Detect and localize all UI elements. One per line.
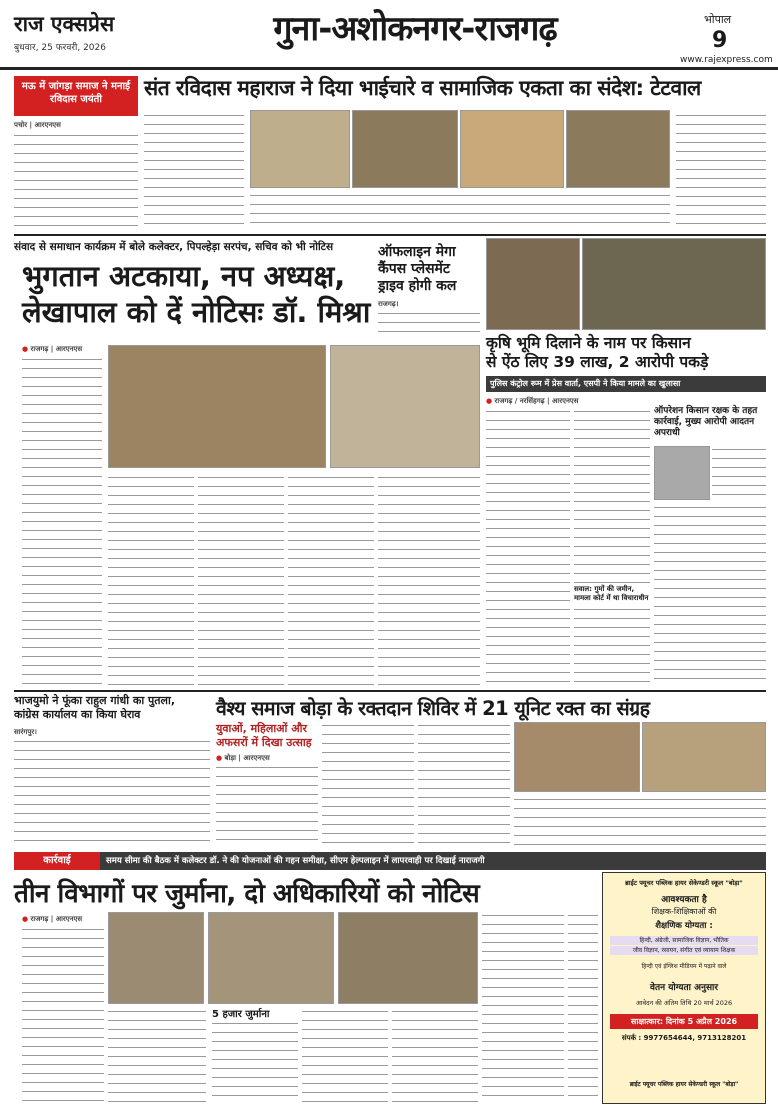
s6-text-col4 (302, 1008, 388, 1102)
s1-photo-4 (566, 110, 670, 188)
edition-city: भोपाल (704, 13, 732, 26)
s5-photo-1 (514, 722, 640, 792)
s4-text-col2 (574, 408, 650, 583)
s6-text-col3 (212, 1020, 298, 1102)
s6-subhead: 5 हजार जुर्माना (212, 1009, 270, 1020)
s6-tag: कार्रवाई (14, 852, 100, 870)
s2-text-col1 (22, 356, 102, 686)
page-number: 9 (712, 28, 728, 53)
ad-footer: ब्राईट फ्यूचर पब्लिक हायर सेकेण्डरी स्कूल "बोड़ा" (629, 1081, 739, 1088)
s2-text-col2 (108, 474, 194, 686)
s2-headline-line2: लेखापाल को दें नोटिसः डॉ. मिश्रा (22, 295, 371, 329)
s5-photo-2 (642, 722, 766, 792)
s6-photo-1 (108, 912, 204, 1004)
s2-byline: ● राजगढ़ | आरएनएस (22, 345, 82, 354)
ad-medium: हिन्दी एवं इंग्लिश मीडियम में पढ़ाने वाले (641, 963, 727, 970)
s1-text-col1 (14, 132, 138, 230)
s5-byline-2: ● बोड़ा | आरएनएस (216, 754, 270, 763)
s6-byline: ● राजगढ़ | आरएनएस (22, 915, 82, 924)
s4-strap: पुलिस कंट्रोल रूम में प्रेस वार्ता, एसपी ने किया मामले का खुलासा (486, 376, 766, 392)
divider (14, 234, 766, 236)
newspaper-brand: राज एक्सप्रेस (14, 11, 115, 36)
s6-photo-3 (338, 912, 478, 1004)
ad-qualification: शैक्षणिक योग्यता : (655, 921, 713, 931)
s5-text-col1 (216, 764, 318, 846)
s4-headline-1: कृषि भूमि दिलाने के नाम पर किसान (486, 334, 691, 352)
s1-photo-1 (250, 110, 350, 188)
s4-photo-2 (654, 446, 710, 500)
s4-side-text1 (712, 446, 766, 500)
ad-subjects-2: जीव विज्ञान, रसायन, संगीत एवं व्यायाम शिक्षक (610, 946, 758, 955)
website: www.rajexpress.com (680, 55, 773, 65)
s1-headline: संत रविदास महाराज ने दिया भाईचारे व सामाजिक एकता का संदेश: टेटवाल (144, 76, 701, 100)
ad-teachers: शिक्षक-शिक्षिकाओं की (651, 907, 717, 916)
s6-text-col5 (392, 1008, 478, 1102)
s5-text-col3 (418, 722, 510, 846)
s5-subhead-1: युवाओं, महिलाओं और (216, 722, 307, 735)
issue-date: बुधवार, 25 फरवरी, 2026 (14, 43, 106, 53)
s6-headline: तीन विभागों पर जुर्माना, दो अधिकारियों को नोटिस (14, 879, 480, 909)
s5-captions (514, 796, 766, 846)
s6-text-col1 (22, 926, 104, 1102)
ad-requirement: आवश्यकता है (661, 895, 707, 905)
s5-text-col2 (322, 722, 414, 846)
s4-headline-2: से ऐंठ लिए 39 लाख, 2 आरोपी पकड़े (486, 353, 709, 371)
s4-photo-police (582, 238, 766, 330)
s5-byline: सारंगपुर। (14, 728, 37, 736)
s5-kicker-2: कांग्रेस कार्यालय का किया घेराव (14, 708, 141, 721)
s2-text-col5 (378, 474, 480, 686)
s5-text-left (14, 738, 210, 846)
s1-text-col2 (144, 112, 244, 230)
ad-salary: वेतन योग्यता अनुसार (649, 983, 719, 993)
s5-kicker-1: भाजयुमो ने फूंका राहुल गांधी का पुतला, (14, 694, 176, 707)
page-title: गुना-अशोकनगर-राजगढ़ (273, 9, 557, 49)
s6-text-col6 (482, 912, 564, 1102)
s3-headline-1: ऑफलाइन मेगा (378, 244, 456, 260)
s1-text-col3 (676, 112, 766, 230)
s1-photo-2 (352, 110, 458, 188)
ad-last-date: आवेदन की अंतिम तिथि 20 मार्च 2026 (635, 999, 733, 1007)
s2-text-col3 (198, 474, 284, 686)
ad-contact: संपर्क : 9977654644, 9713128201 (621, 1034, 747, 1042)
s5-headline: वैश्य समाज बोड़ा के रक्तदान शिविर में 21 यूनिट रक्त का संग्रह (216, 697, 650, 720)
s1-byline: पचोर | आरएनएस (14, 121, 61, 129)
s4-subhead: सवाल: गुमों की जमीन, मामला कोर्ट में था विचाराधीन (574, 585, 649, 602)
s1-photo-3 (460, 110, 564, 188)
s2-kicker: संवाद से समाधान कार्यक्रम में बोले कलेक्टर, पिपल्हेड़ा सरपंच, सचिव को भी नोटिस (14, 241, 334, 253)
s6-photo-2 (208, 912, 334, 1004)
s4-side-headline: ऑपरेशन किसान रक्षक के तहत कार्रवाई, मुख्य आरोपी आदतन अपराधी (654, 406, 758, 438)
ad-subjects-1: हिन्दी, अंग्रेजी, सामाजिक विज्ञान, भौतिक (610, 936, 758, 945)
s4-byline: ● राजगढ़ / नरसिंहगढ़ | आरएनएस (486, 397, 578, 406)
s6-kicker: समय सीमा की बैठक में कलेक्टर डॉ. ने की योजनाओं की गहन समीक्षा, सीएम हेल्पलाइन में लापरवाही पर दिखाई नाराजगी (100, 852, 766, 870)
s2-photo-meeting (108, 345, 326, 468)
s1-kicker-box: मऊ में जांगड़ा समाज ने मनाई रविदास जयंती (14, 76, 138, 116)
s2-text-col4 (288, 474, 374, 686)
s4-photo-accused-1 (486, 238, 580, 330)
s3-headline-3: ड्राइव होगी कल (378, 278, 457, 294)
s1-captions (250, 192, 670, 230)
s5-subhead-2: अफसरों में दिखा उत्साह (216, 736, 312, 749)
s3-byline: राजगढ़। (378, 300, 399, 308)
ad-school-name: ब्राईट फ्यूचर पब्लिक हायर सेकेण्डरी स्कूल "बोड़ा" (625, 879, 743, 887)
s4-side-text2 (654, 504, 766, 686)
s2-headline-line1: भुगतान अटकाया, नप अध्यक्ष, (22, 259, 346, 293)
s2-photo-collector (330, 345, 480, 468)
s4-text-col3 (574, 606, 650, 686)
ad-interview: साक्षात्कार: दिनांक 5 अप्रैल 2026 (610, 1014, 758, 1029)
s6-text-col7 (568, 912, 598, 1102)
s4-text-col1 (486, 408, 570, 686)
s3-text-start (378, 310, 480, 340)
divider (14, 690, 766, 692)
s6-text-col2 (108, 1008, 206, 1102)
s3-headline-2: कैंपस प्लेसमेंट (378, 261, 450, 277)
